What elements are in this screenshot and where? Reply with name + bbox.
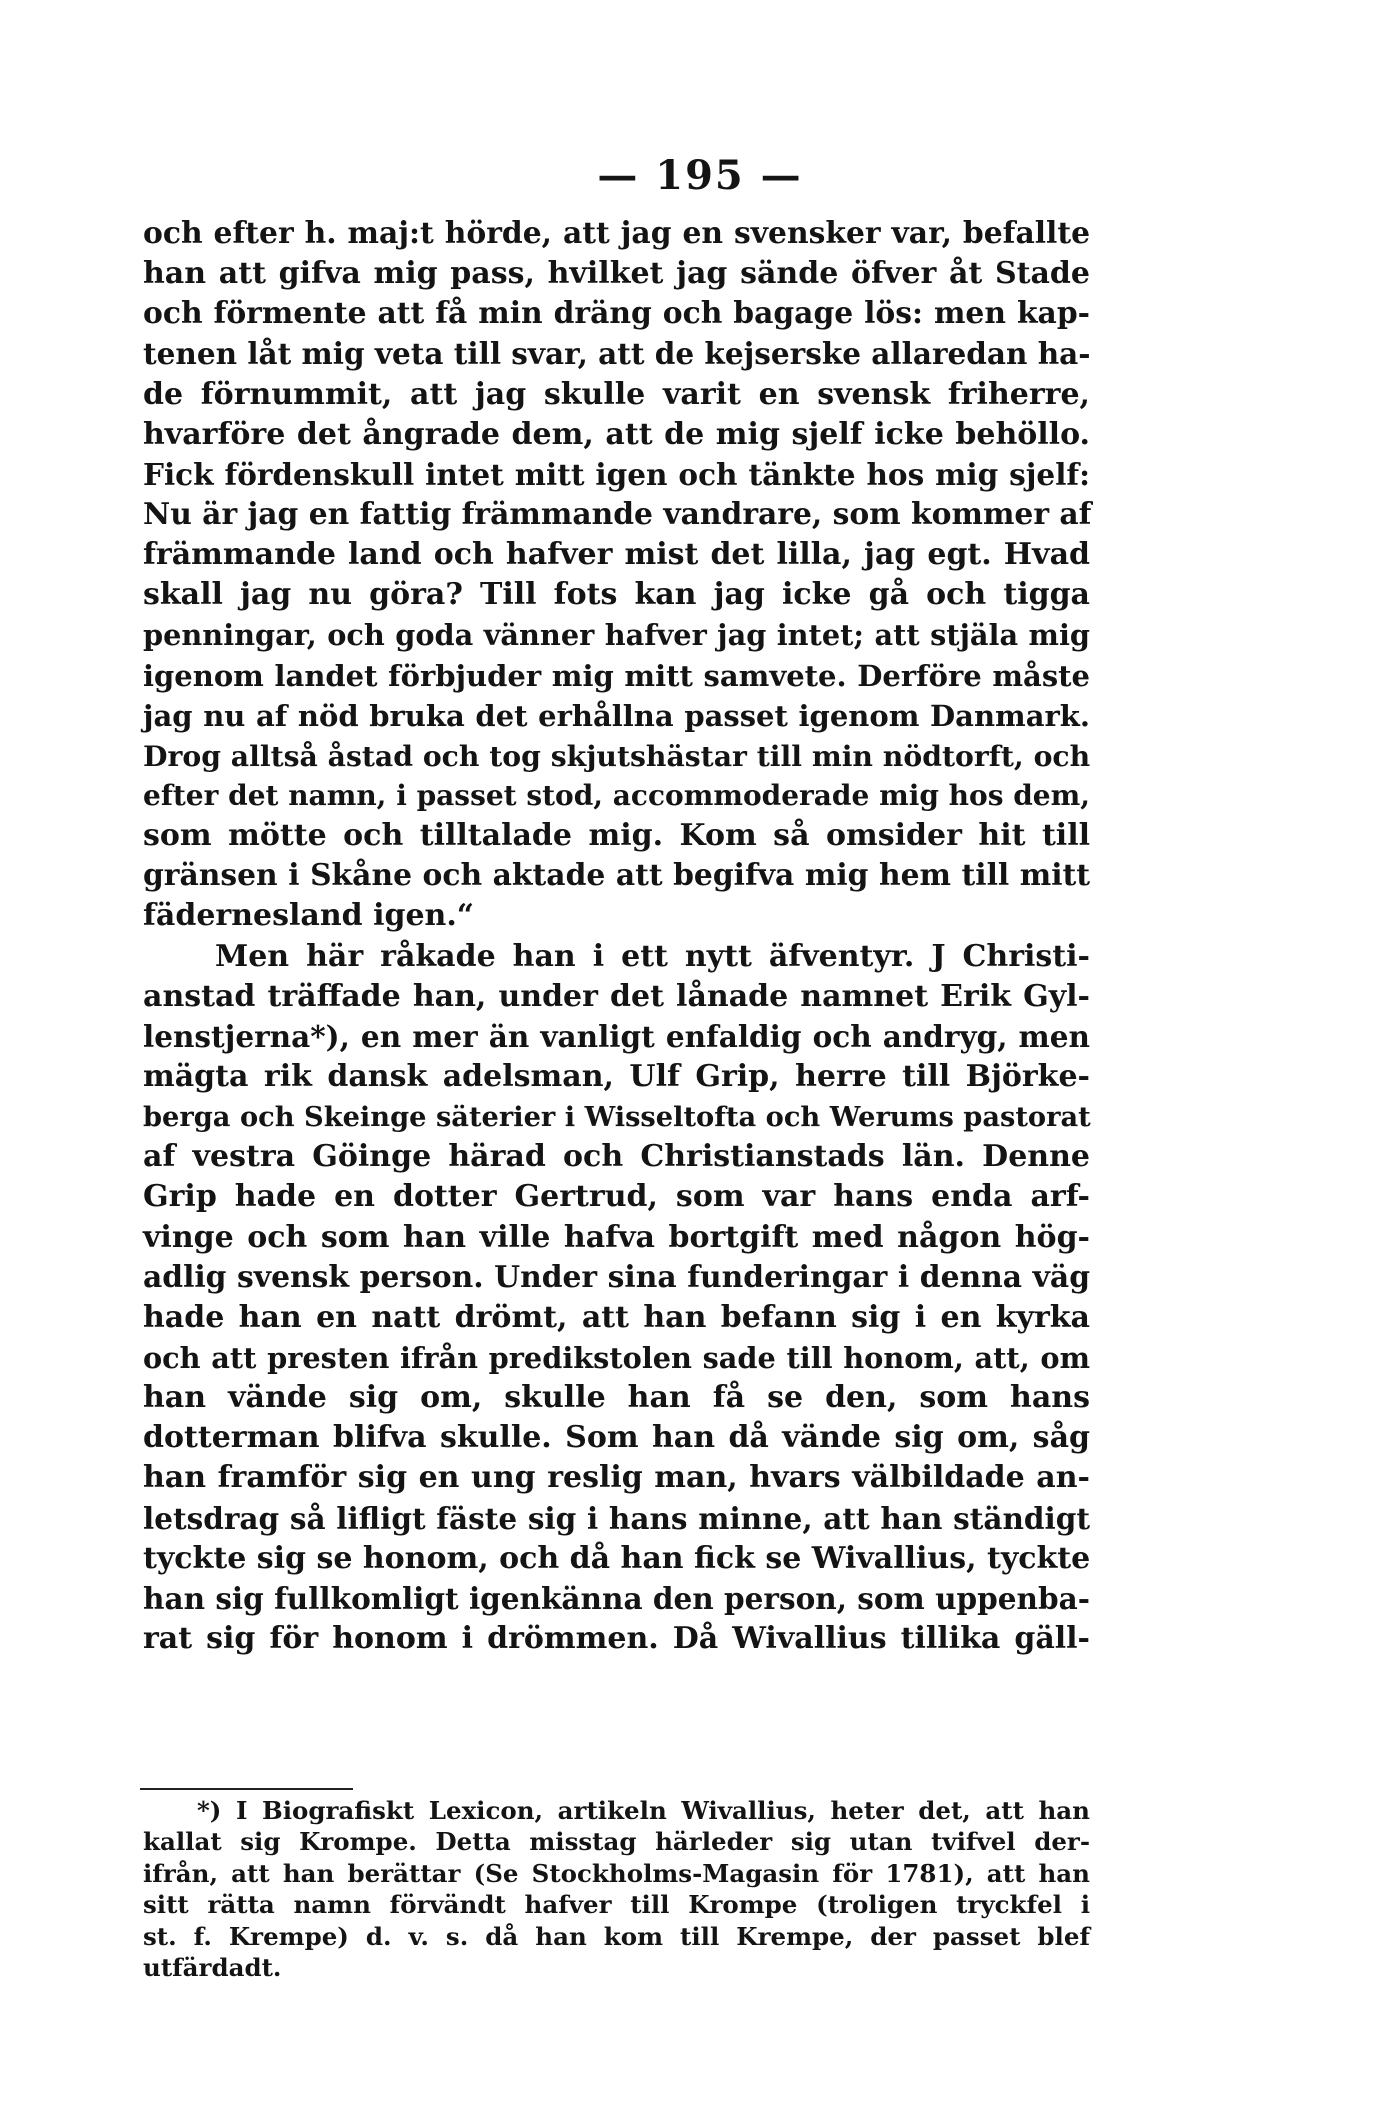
body-line: efter det namn, i passet stod, accommoderade mig hos dem, bbox=[143, 778, 1090, 812]
body-line: hvarföre det ångrade dem, att de mig sjelf icke behöllo. bbox=[143, 416, 1090, 452]
body-line: Drog alltså åstad och tog skjutshästar till min nödtorft, och bbox=[143, 738, 1091, 773]
body-line: af vestra Göinge härad och Christianstads län. Denne bbox=[143, 1139, 1090, 1175]
body-line: letsdrag så lifligt fäste sig i hans minne, att han ständigt bbox=[143, 1500, 1090, 1536]
body-line: tenen låt mig veta till svar, att de kejserske allaredan ha- bbox=[143, 336, 1091, 372]
footnote-line: *) I Biografiskt Lexicon, artikeln Wivallius, heter det, att han bbox=[197, 1796, 1090, 1825]
body-line: skall jag nu göra? Till fots kan jag icke gå och tigga bbox=[143, 577, 1090, 613]
body-line: gränsen i Skåne och aktade att begifva mig hem till mitt bbox=[143, 858, 1090, 894]
body-line: igenom landet förbjuder mig mitt samvete. Derföre måste bbox=[143, 658, 1090, 693]
body-line: som mötte och tilltalade mig. Kom så omsider hit till bbox=[143, 818, 1090, 854]
body-line: Nu är jag en fattig främmande vandrare, som kommer af bbox=[143, 496, 1092, 532]
footnote-divider bbox=[140, 1788, 353, 1790]
footnote-line: sitt rätta namn förvändt hafver till Krompe (troligen tryckfel i bbox=[143, 1890, 1090, 1920]
body-text bbox=[143, 214, 1090, 1659]
body-line: och efter h. maj:t hörde, att jag en svensker var, befallte bbox=[143, 216, 1090, 251]
body-line: de förnummit, att jag skulle varit en svensk friherre, bbox=[143, 376, 1090, 412]
footnote bbox=[143, 1795, 1090, 1983]
body-line: tyckte sig se honom, och då han fick se Wivallius, tyckte bbox=[143, 1540, 1091, 1576]
body-line: han sig fullkomligt igenkänna den person, som uppenba- bbox=[143, 1580, 1090, 1616]
body-line: han framför sig en ung reslig man, hvars välbildade an- bbox=[143, 1460, 1090, 1496]
body-line: berga och Skeinge säterier i Wisseltofta och Werums pastorat bbox=[143, 1101, 1091, 1134]
footnote-line: kallat sig Krompe. Detta misstag härleder sig utan tvifvel der- bbox=[143, 1827, 1090, 1857]
body-line: han att gifva mig pass, hvilket jag sände öfver åt Stade bbox=[143, 256, 1090, 292]
body-line: Grip hade en dotter Gertrud, som var hans enda arf- bbox=[143, 1179, 1090, 1215]
body-line: och att presten ifrån predikstolen sade till honom, att, om bbox=[143, 1340, 1090, 1375]
body-line: fädernesland igen.“ bbox=[143, 898, 475, 934]
body-line: dotterman blifva skulle. Som han då vände sig om, såg bbox=[143, 1420, 1090, 1456]
body-line: och förmente att få min dräng och bagage lös: men kap- bbox=[143, 296, 1090, 332]
body-line: Fick fördenskull intet mitt igen och tänkte hos mig sjelf: bbox=[143, 456, 1090, 492]
body-line: anstad träffade han, under det lånade namnet Erik Gyl- bbox=[143, 978, 1090, 1014]
body-line: rat sig för honom i drömmen. Då Wivallius tillika gäll- bbox=[143, 1620, 1090, 1656]
body-line: främmande land och hafver mist det lilla, jag egt. Hvad bbox=[143, 537, 1090, 573]
body-line: Men här råkade han i ett nytt äfventyr. J Christi- bbox=[215, 938, 1090, 974]
body-line: hade han en natt drömt, att han befann sig i en kyrka bbox=[143, 1299, 1090, 1335]
body-line: adlig svensk person. Under sina funderingar i denna väg bbox=[143, 1259, 1090, 1295]
body-line: jag nu af nöd bruka det erhållna passet igenom Danmark. bbox=[143, 698, 1090, 733]
body-line: lenstjerna*), en mer än vanligt enfaldig och andryg, men bbox=[143, 1018, 1090, 1054]
body-line: penningar, och goda vänner hafver jag intet; att stjäla mig bbox=[143, 618, 1090, 653]
footnote-line: utfärdadt. bbox=[143, 1952, 282, 1982]
body-line: vinge och som han ville hafva bortgift med någon hög- bbox=[143, 1219, 1090, 1255]
footnote-line: ifrån, att han berättar (Se Stockholms-Magasin för 1781), att han bbox=[143, 1858, 1090, 1888]
page-number: — 195 — bbox=[597, 152, 803, 199]
footnote-line: st. f. Krempe) d. v. s. då han kom till Krempe, der passet blef bbox=[143, 1921, 1090, 1951]
body-line: han vände sig om, skulle han få se den, som hans bbox=[143, 1380, 1090, 1416]
body-line: mägta rik dansk adelsman, Ulf Grip, herre till Björke- bbox=[143, 1058, 1090, 1094]
